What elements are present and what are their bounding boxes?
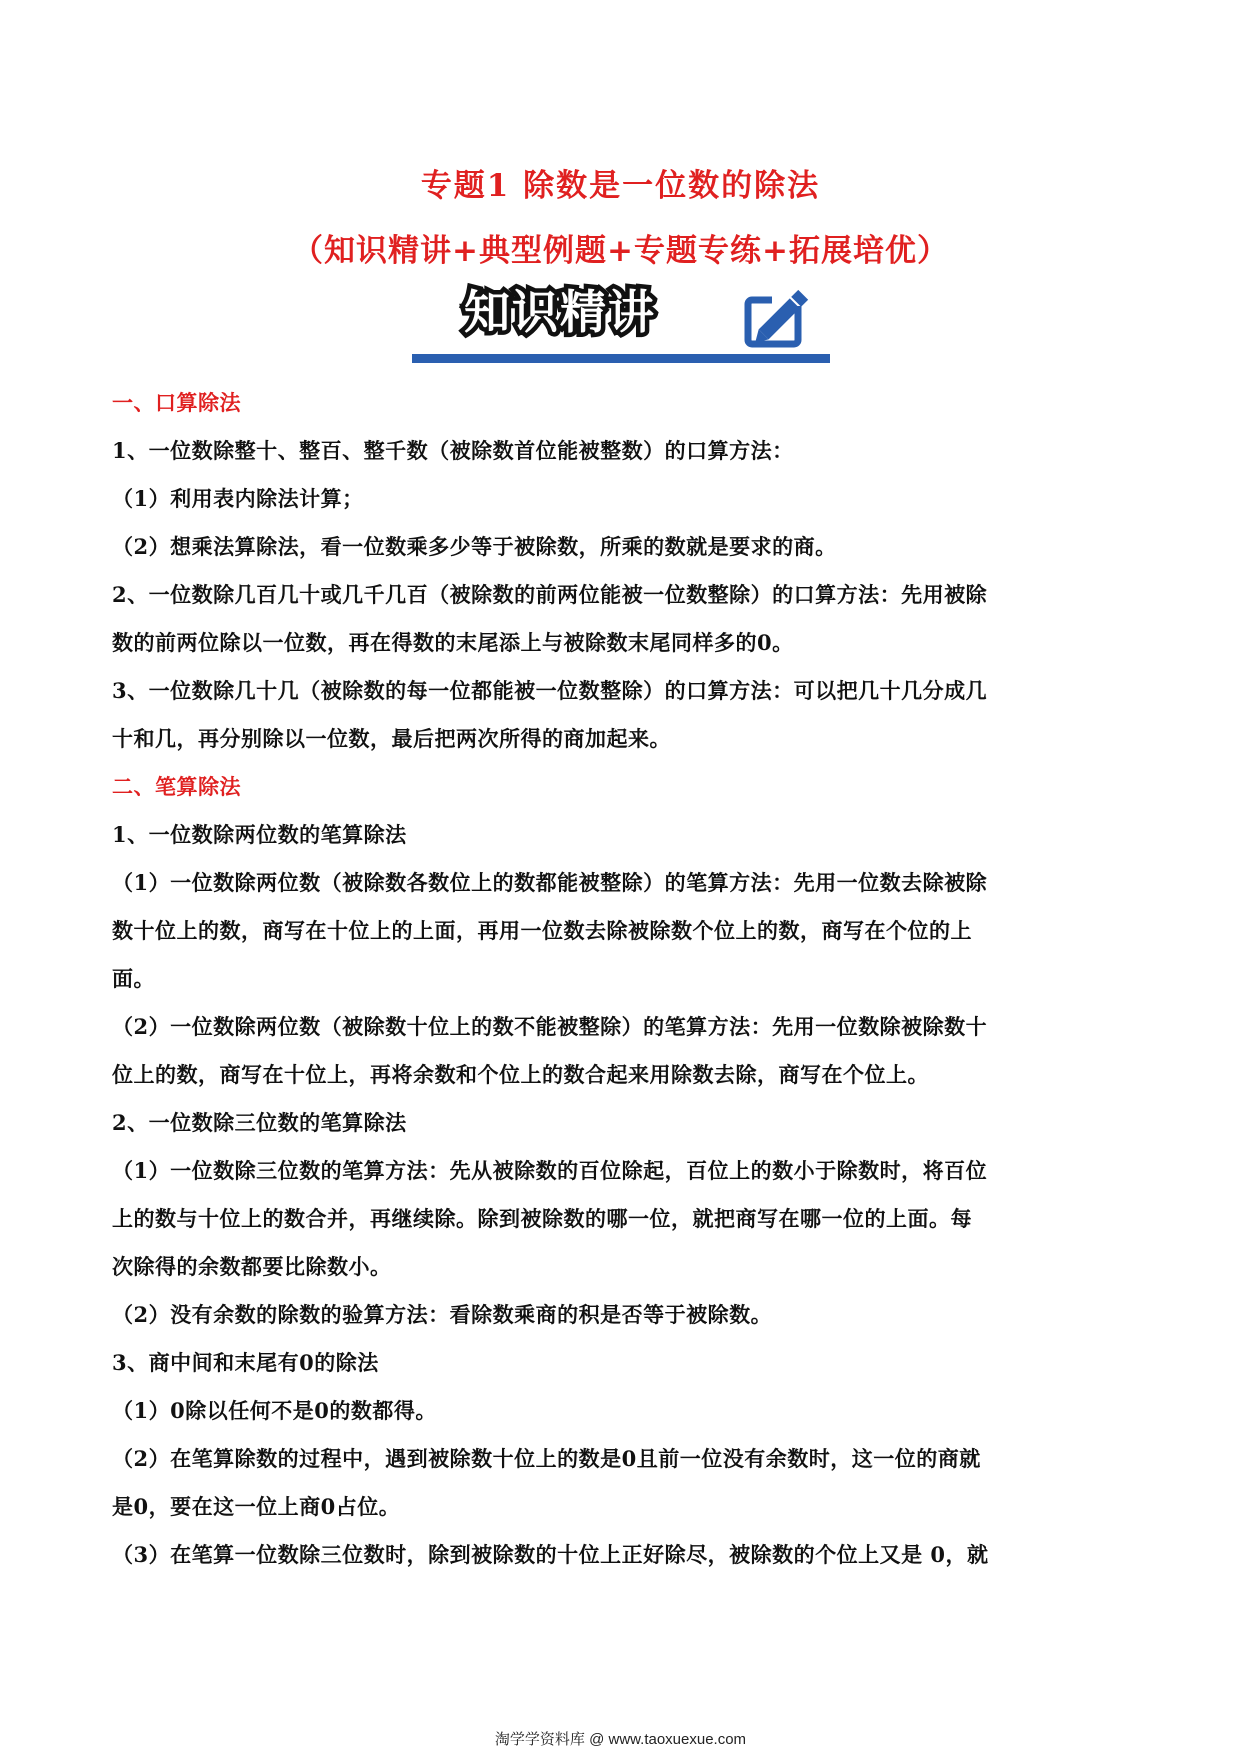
paragraph-line: （2）在笔算除数的过程中，遇到被除数十位上的数是0且前一位没有余数时，这一位的商就 [112,1446,981,1471]
paragraph-line: （2）想乘法算除法，看一位数乘多少等于被除数，所乘的数就是要求的商。 [112,534,837,559]
paragraph-line: 上的数与十位上的数合并，再继续除。除到被除数的哪一位，就把商写在哪一位的上面。每 [112,1206,972,1231]
paragraph-line: 2、一位数除几百几十或几千几百（被除数的前两位能被一位数整除）的口算方法：先用被除 [112,582,988,607]
paragraph-line: （3）在笔算一位数除三位数时，除到被除数的十位上正好除尽，被除数的个位上又是 0，就 [112,1542,989,1567]
paragraph-line: 1、一位数除两位数的笔算除法 [112,822,407,847]
page-title: 专题1 除数是一位数的除法 [420,168,821,204]
section-heading: 二、笔算除法 [112,774,241,799]
paragraph-line: （1）一位数除三位数的笔算方法：先从被除数的百位除起，百位上的数小于除数时，将百位 [112,1158,988,1183]
paragraph-line: 次除得的余数都要比除数小。 [112,1254,392,1279]
paragraph-line: （1）利用表内除法计算； [112,486,364,511]
section-heading: 一、口算除法 [112,390,241,415]
paragraph-line: 2、一位数除三位数的笔算除法 [112,1110,407,1135]
paragraph-line: 数的前两位除以一位数，再在得数的末尾添上与被除数末尾同样多的0。 [112,630,794,655]
paragraph-line: 是0，要在这一位上商0占位。 [112,1494,401,1519]
paragraph-line: （1）0除以任何不是0的数都得。 [112,1398,437,1423]
paragraph-line: （2）没有余数的除数的验算方法：看除数乘商的积是否等于被除数。 [112,1302,773,1327]
paragraph-line: 十和几，再分别除以一位数，最后把两次所得的商加起来。 [112,726,671,751]
paragraph-line: 面。 [112,966,155,991]
page-subtitle: （知识精讲+典型例题+专题专练+拓展培优） [292,233,949,269]
page-footer: 淘学学资料库 @ www.taoxuexue.com [494,1731,747,1748]
paragraph-line: （2）一位数除两位数（被除数十位上的数不能被整除）的笔算方法：先用一位数除被除数十 [112,1014,988,1039]
paragraph-line: 3、一位数除几十几（被除数的每一位都能被一位数整除）的口算方法：可以把几十几分成几 [112,678,988,703]
paragraph-line: 数十位上的数，商写在十位上的上面，再用一位数去除被除数个位上的数，商写在个位的上 [112,918,972,943]
paragraph-line: （1）一位数除两位数（被除数各数位上的数都能被整除）的笔算方法：先用一位数去除被除 [112,870,988,895]
edit-pencil-icon [742,286,818,350]
paragraph-line: 位上的数，商写在十位上，再将余数和个位上的数合起来用除数去除，商写在个位上。 [112,1062,929,1087]
section-banner [412,282,832,366]
paragraph-line: 1、一位数除整十、整百、整千数（被除数首位能被整数）的口算方法： [112,438,794,463]
paragraph-line: 3、商中间和末尾有0的除法 [112,1350,379,1375]
banner-label: 知识精讲 [464,285,656,339]
banner-underline [412,354,830,363]
